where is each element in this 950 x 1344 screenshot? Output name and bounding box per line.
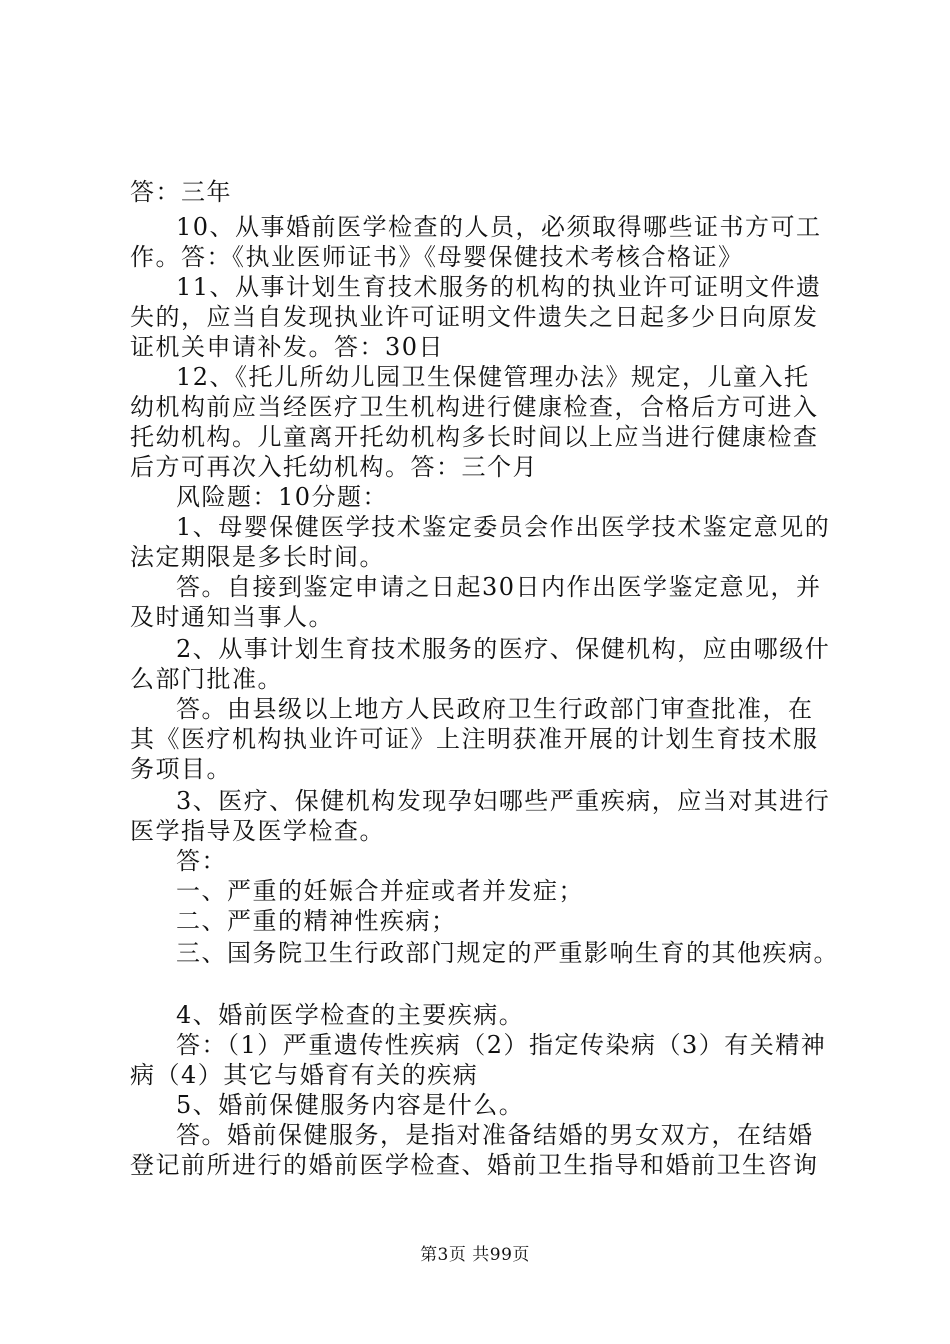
text-line: 法定期限是多长时间。 — [130, 543, 385, 571]
text-line: 答。自接到鉴定申请之日起30日内作出医学鉴定意见，并 — [176, 573, 822, 601]
text-line: 10、从事婚前医学检查的人员，必须取得哪些证书方可工 — [176, 213, 822, 241]
text-line: 其《医疗机构执业许可证》上注明获准开展的计划生育技术服 — [130, 725, 819, 753]
text-line: 答：三年 — [130, 178, 232, 206]
text-line: 1、母婴保健医学技术鉴定委员会作出医学技术鉴定意见的 — [176, 513, 831, 541]
text-line: 病（4）其它与婚育有关的疾病 — [130, 1061, 479, 1089]
text-line: 答。婚前保健服务，是指对准备结婚的男女双方，在结婚 — [176, 1121, 814, 1149]
text-line: 4、婚前医学检查的主要疾病。 — [176, 1001, 525, 1029]
text-line: 2、从事计划生育技术服务的医疗、保健机构，应由哪级什 — [176, 635, 831, 663]
text-line: 三、国务院卫生行政部门规定的严重影响生育的其他疾病。 — [176, 939, 839, 967]
text-line: 后方可再次入托幼机构。答：三个月 — [130, 453, 538, 481]
text-line: 作。答：《执业医师证书》《母婴保健技术考核合格证》 — [130, 243, 744, 271]
text-line: 托幼机构。儿童离开托幼机构多长时间以上应当进行健康检查 — [130, 423, 819, 451]
text-line: 风险题：10分题： — [176, 483, 389, 511]
text-line: 医学指导及医学检查。 — [130, 817, 385, 845]
text-line: 11、从事计划生育技术服务的机构的执业许可证明文件遗 — [176, 273, 822, 301]
text-line: 答： — [176, 847, 227, 875]
text-line: 一、严重的妊娠合并症或者并发症； — [176, 877, 584, 905]
page-number: 第3页 共99页 — [420, 1245, 530, 1265]
text-line: 务项目。 — [130, 755, 232, 783]
text-line: 12、《托儿所幼儿园卫生保健管理办法》规定，儿童入托 — [176, 363, 810, 391]
text-line: 证机关申请补发。答：30日 — [130, 333, 445, 361]
text-line: 5、婚前保健服务内容是什么。 — [176, 1091, 525, 1119]
text-line: 么部门批准。 — [130, 665, 283, 693]
text-line: 二、严重的精神性疾病； — [176, 907, 457, 935]
text-line: 幼机构前应当经医疗卫生机构进行健康检查，合格后方可进入 — [130, 393, 819, 421]
text-line: 答。由县级以上地方人民政府卫生行政部门审查批准，在 — [176, 695, 814, 723]
text-line: 及时通知当事人。 — [130, 603, 334, 631]
text-line: 3、医疗、保健机构发现孕妇哪些严重疾病，应当对其进行 — [176, 787, 831, 815]
text-line: 失的，应当自发现执业许可证明文件遗失之日起多少日向原发 — [130, 303, 819, 331]
text-line: 答：（1）严重遗传性疾病（2）指定传染病（3）有关精神 — [176, 1031, 827, 1059]
text-line: 登记前所进行的婚前医学检查、婚前卫生指导和婚前卫生咨询 — [130, 1151, 819, 1179]
